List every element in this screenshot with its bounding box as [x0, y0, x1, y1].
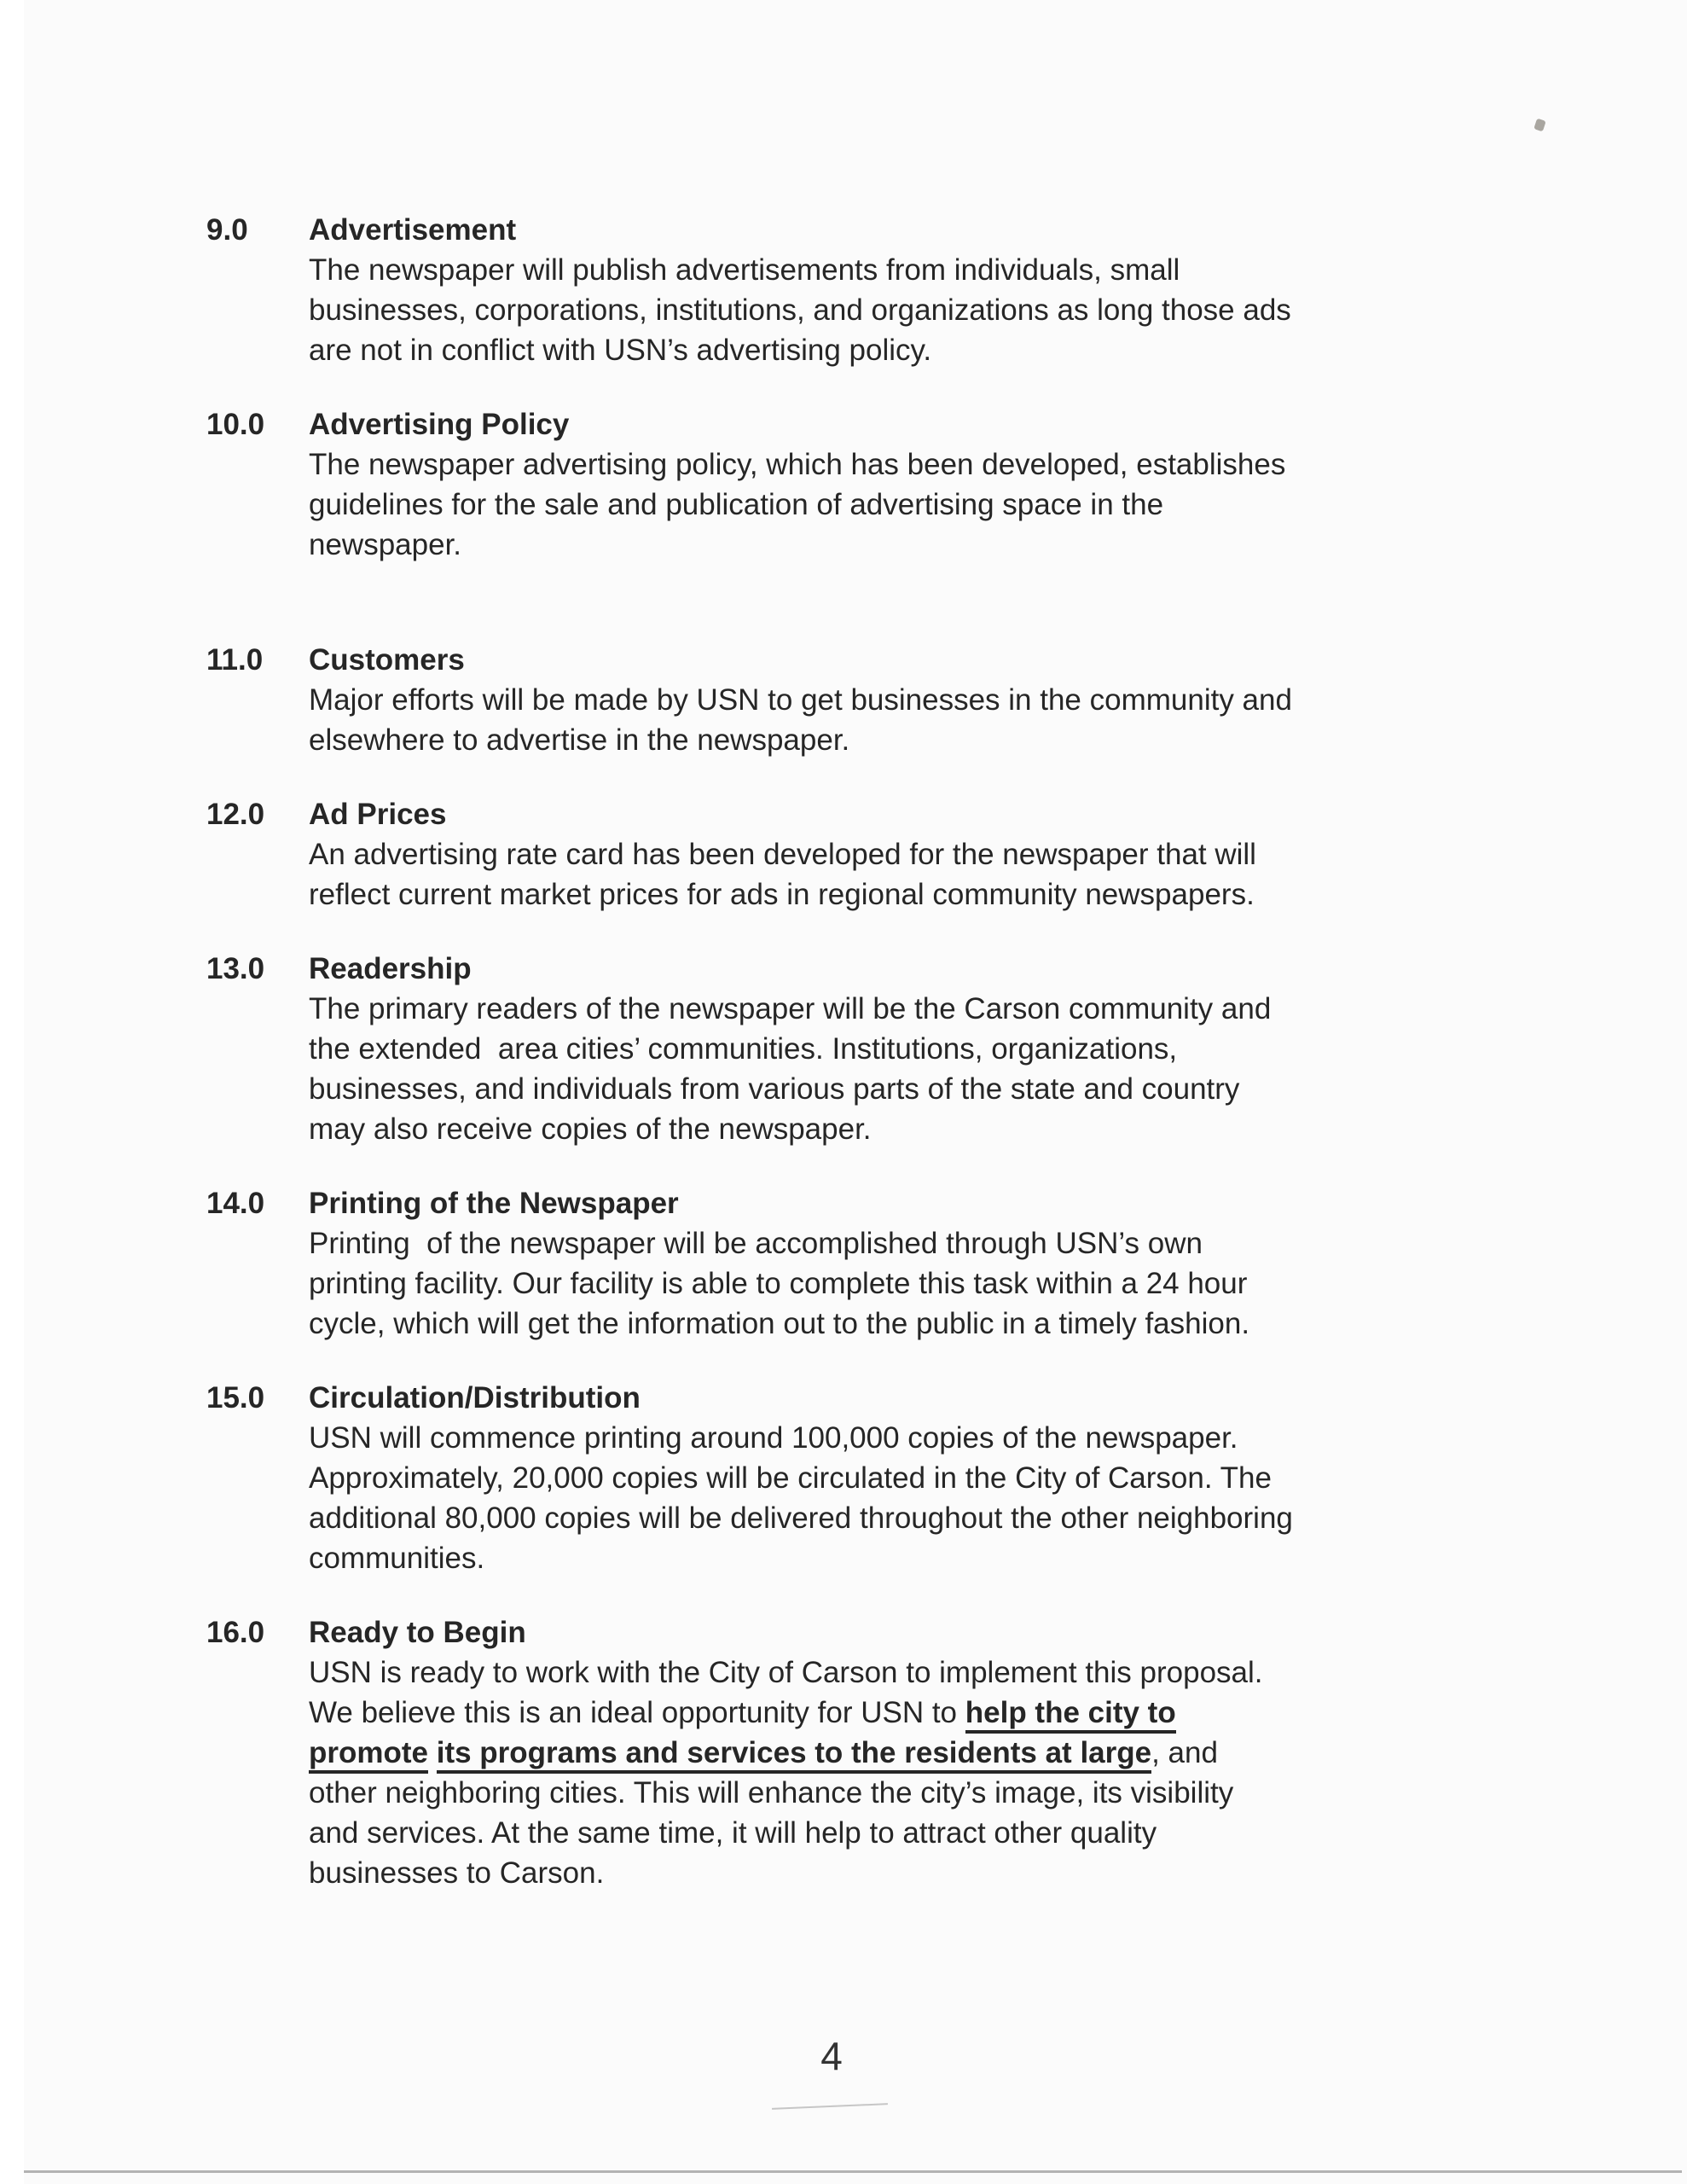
section-body — [309, 834, 1435, 915]
body-line: communities. — [309, 1542, 485, 1575]
body-line: printing facility. Our facility is able to complete this task within a 24 hour — [309, 1267, 1248, 1300]
body-line: other neighboring cities. This will enhance the city’s image, its visibility — [309, 1776, 1234, 1809]
page-number: 4 — [820, 2034, 843, 2078]
section-body — [309, 680, 1435, 760]
body-line — [309, 1733, 1435, 1773]
body-line: may also receive copies of the newspaper. — [309, 1112, 872, 1146]
section-body — [309, 989, 1435, 1149]
page-edge — [0, 0, 24, 2184]
body-line: the extended area cities’ communities. Institutions, organizations, — [309, 1032, 1178, 1066]
section-customers — [206, 640, 1435, 760]
section-ad-prices — [206, 794, 1435, 915]
section-ready-to-begin — [206, 1612, 1435, 1893]
section-body — [309, 250, 1435, 370]
document-body — [206, 210, 1435, 1927]
emphasized-text: its programs and services to the residents at large — [437, 1736, 1151, 1774]
section-heading — [206, 949, 1435, 989]
section-number: 15.0 — [206, 1381, 265, 1414]
body-line: Approximately, 20,000 copies will be circulated in the City of Carson. The — [309, 1461, 1272, 1495]
body-line: additional 80,000 copies will be delivered throughout the other neighboring — [309, 1502, 1293, 1535]
body-line: newspaper. — [309, 528, 462, 561]
body-line: businesses to Carson. — [309, 1856, 605, 1890]
section-body — [309, 1653, 1435, 1893]
body-text: We believe this is an ideal opportunity for USN to — [309, 1696, 965, 1729]
body-line: The newspaper advertising policy, which has been developed, establishes — [309, 448, 1286, 481]
body-line: Printing of the newspaper will be accomplished through USN’s own — [309, 1227, 1203, 1260]
section-title: Circulation/Distribution — [309, 1381, 641, 1414]
body-line — [309, 1693, 1435, 1733]
body-line: The primary readers of the newspaper will be the Carson community and — [309, 992, 1272, 1025]
section-readership — [206, 949, 1435, 1149]
body-line: are not in conflict with USN’s advertising policy. — [309, 334, 932, 367]
body-line: The newspaper will publish advertisements from individuals, small — [309, 253, 1180, 287]
section-heading — [206, 1183, 1435, 1223]
section-number: 13.0 — [206, 952, 265, 985]
section-number: 10.0 — [206, 408, 265, 441]
section-advertisement — [206, 210, 1435, 370]
section-heading — [206, 210, 1435, 250]
section-number: 12.0 — [206, 798, 265, 831]
section-heading — [206, 1378, 1435, 1418]
section-heading — [206, 794, 1435, 834]
body-line: An advertising rate card has been developed for the newspaper that will — [309, 838, 1256, 871]
section-title: Printing of the Newspaper — [309, 1187, 679, 1220]
section-number: 14.0 — [206, 1187, 265, 1220]
body-line: elsewhere to advertise in the newspaper. — [309, 723, 850, 757]
section-body — [309, 1418, 1435, 1578]
body-line: reflect current market prices for ads in regional community newspapers. — [309, 878, 1255, 911]
section-number: 16.0 — [206, 1616, 265, 1649]
section-heading — [206, 640, 1435, 680]
body-line: USN is ready to work with the City of Carson to implement this proposal. — [309, 1656, 1263, 1689]
section-advertising-policy — [206, 404, 1435, 565]
body-line: and services. At the same time, it will help to attract other quality — [309, 1816, 1157, 1850]
emphasized-text: promote — [309, 1736, 428, 1774]
section-title: Customers — [309, 643, 465, 677]
page-number-underline — [772, 2103, 888, 2110]
body-line: businesses, corporations, institutions, and organizations as long those ads — [309, 293, 1291, 327]
section-title: Ad Prices — [309, 798, 447, 831]
section-body — [309, 444, 1435, 565]
body-text: , and — [1151, 1736, 1218, 1769]
emphasized-text: help the city to — [965, 1696, 1176, 1734]
section-number: 9.0 — [206, 213, 248, 247]
section-circulation — [206, 1378, 1435, 1578]
section-title: Readership — [309, 952, 472, 985]
body-text — [428, 1736, 437, 1769]
body-line: businesses, and individuals from various parts of the state and country — [309, 1072, 1240, 1106]
section-title: Advertisement — [309, 213, 517, 247]
body-line: cycle, which will get the information out to the public in a timely fashion. — [309, 1307, 1250, 1340]
section-printing — [206, 1183, 1435, 1344]
scan-speck — [1533, 119, 1545, 132]
section-title: Ready to Begin — [309, 1616, 526, 1649]
section-number: 11.0 — [206, 643, 264, 677]
body-line: guidelines for the sale and publication of advertising space in the — [309, 488, 1164, 521]
bottom-rule — [24, 2170, 1682, 2173]
section-title: Advertising Policy — [309, 408, 570, 441]
section-heading — [206, 404, 1435, 444]
section-heading — [206, 1612, 1435, 1653]
section-body — [309, 1223, 1435, 1344]
body-line: Major efforts will be made by USN to get businesses in the community and — [309, 683, 1292, 717]
body-line: USN will commence printing around 100,000 copies of the newspaper. — [309, 1421, 1238, 1455]
